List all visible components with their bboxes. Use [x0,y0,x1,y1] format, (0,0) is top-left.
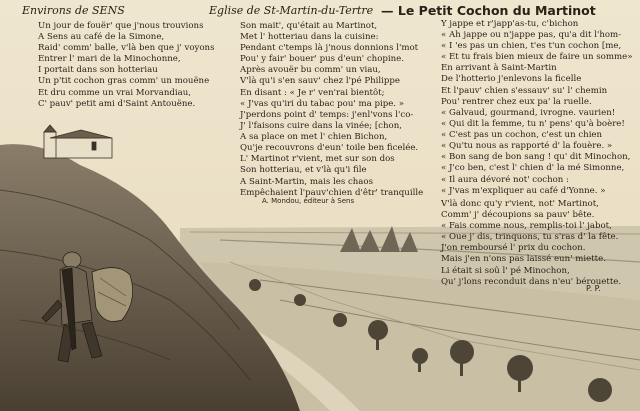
verse-3 [240,110,423,199]
location-caption: Environs de SENS [22,4,125,17]
verse-line: I portait dans son hotteriau [38,65,158,76]
verse-line: Y jappe et r'japp'as-tu, c'bichon [441,19,579,29]
verse-line: A Sens au café de la Simone, [38,32,165,43]
verse-line: Met l' hotteriau dans la cuisine: [240,32,379,43]
verse-line: « Qui dit la femme, tu n' pens' qu'à boère! [441,119,625,130]
verse-line: Entrer l' mari de la Minochonne, [38,54,181,65]
verse-2 [240,21,418,110]
verse-line: Et dru comme un vrai Morvandiau, [38,87,192,98]
verse-6 [441,199,621,288]
verse-5 [441,108,630,197]
verse-line: J'perdons point d' temps: j'enl'vons l'co- [240,110,414,120]
verse-line: Pou' rentrer chez eux pa' la ruelle. [441,96,592,107]
verse-line: « Qu'tu nous as rapporté d' la fouère. » [441,141,613,152]
verse-line: J' l'faisons cuire dans la vinée; [chon, [240,121,402,132]
verse-line: J'on remboursé l' prix du cochon. [441,243,586,254]
verse-line: Comm' j' découpions sa pauv' bête. [441,210,595,221]
verse-line: « Fais comme nous, remplis-toi l' jabot, [441,221,612,232]
verse-line: En disant : « Je r' ven'rai bientôt; [240,87,385,98]
verse-line: « Oue j' dis, trinquons, tu s'ras d' la fête. [441,232,619,243]
verse-line: C' pauv' petit ami d'Saint Antouëne. [38,98,196,109]
verse-line: « I 'es pas un chien, t'es t'un cochon [me, [441,41,622,52]
verse-line: Mais j'en n'ons pas laissé eun' miette. [441,254,606,265]
verse-line: « J'vas qu'iri du tabac pou' ma pipe. » [240,98,405,109]
title-dash: — [381,3,394,18]
verse-line: Un jour de fouër' que j'nous trouvions [38,21,204,31]
verse-line: V'là qu'i s'en sauv' chez l'pé Philippe [240,76,400,87]
verse-line: « J'vas m'expliquer au café d'Yonne. » [441,185,606,196]
verse-line: « C'est pas un cochon, c'est un chien [441,130,603,141]
verse-line: En arrivant à Saint-Martin [441,63,557,74]
verse-line: « Il aura dévoré not' cochon : [441,174,569,185]
verse-line: V'là donc qu'y r'vient, not' Martinot, [441,199,599,209]
verse-line: « Galvaud, gourmand, ivrogne. vaurien! [441,108,616,118]
verse-line: « Ah jappe ou n'jappe pas, qu'a dit l'hom- [441,30,622,41]
publisher-credit: A. Mondou, éditeur à Sens [262,197,355,205]
verse-line: De l'hotterio j'enlevons la ficelle [441,74,582,85]
verse-line: « J'co ben, c'est l' chien d' la mé Simonne, [441,163,625,174]
verse-line: « Et tu frais bien mieux de faire un somme» [441,52,633,63]
song-title [381,3,596,19]
church [44,125,112,158]
verse-line: Son mait', qu'était au Martinot, [240,21,378,31]
verse-line: Pou' y fair' bouer' pus d'eun' chopine. [240,54,404,65]
title-text: Le Petit Cochon du Martinot [397,3,596,18]
author-initials: P. P. [586,284,601,293]
verse-line: « Bon sang de bon sang ! qu' dit Minochon, [441,152,631,163]
church-caption: Eglise de St-Martin-du-Tertre [209,4,374,17]
verse-line: L' Martinot r'vient, met sur son dos [240,154,395,165]
card-header [22,3,632,19]
verse-line: Pendant c'temps là j'nous donnions l'mot [240,43,419,54]
verse-line: A Saint-Martin, mais les chaos [240,176,374,187]
verse-line: Un p'tit cochon gras comm' un mouëne [38,76,210,87]
verse-line: Empêchaient l'pauv'chien d'êtr' tranquille [240,187,424,198]
verse-line: Après avouër bu comm' un viau, [240,65,381,76]
verse-line: Qu' j'lons reconduit dans n'eu' bérouette. [441,276,622,287]
verse-line: Li était si soû l' pé Minochon, [441,265,570,276]
verse-1 [38,21,214,110]
verse-line: Raid' comm' balle, v'là ben que j' voyons [38,43,215,54]
verse-line: Qu'je recouvrons d'eun' toile ben ficelée. [240,143,419,154]
verse-line: Et l'pauv' chien s'essauv' su' l' chemin [441,85,608,96]
verse-line: A sa place on met l' chien Bichon, [240,132,388,143]
verse-line: Son hotteriau, et v'là qu'i file [240,165,367,176]
verse-4 [441,19,633,108]
